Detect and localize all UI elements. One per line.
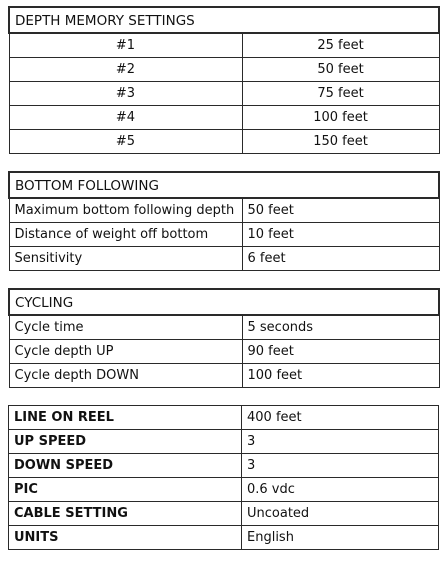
table-row [9, 198, 439, 223]
setting-label: Maximum bottom following depth [9, 198, 242, 223]
table-row [9, 315, 439, 340]
setting-value: 400 feet [242, 406, 439, 430]
depth-memory-value: 50 feet [242, 58, 439, 82]
bottom-following-title: BOTTOM FOLLOWING [9, 172, 439, 198]
depth-memory-value: 25 feet [242, 33, 439, 58]
setting-label: Distance of weight off bottom [9, 223, 242, 247]
setting-value: 3 [242, 454, 439, 478]
setting-value: English [242, 526, 439, 550]
cycling-title: CYCLING [9, 289, 439, 315]
cycling-table [8, 288, 440, 388]
setting-label: Sensitivity [9, 247, 242, 271]
table-row [9, 454, 439, 478]
table-row [9, 82, 439, 106]
setting-value: 90 feet [242, 340, 439, 364]
settings-document [8, 6, 438, 567]
table-row [9, 106, 439, 130]
table-row [9, 502, 439, 526]
bottom-following-table [8, 171, 440, 271]
setting-label: UP SPEED [9, 430, 242, 454]
depth-memory-label: #1 [9, 33, 242, 58]
table-row [9, 130, 439, 154]
depth-memory-value: 100 feet [242, 106, 439, 130]
depth-memory-label: #5 [9, 130, 242, 154]
setting-label: PIC [9, 478, 242, 502]
table-row [9, 364, 439, 388]
setting-label: DOWN SPEED [9, 454, 242, 478]
setting-value: 5 seconds [242, 315, 439, 340]
setting-value: Uncoated [242, 502, 439, 526]
setting-value: 3 [242, 430, 439, 454]
setting-label: Cycle depth DOWN [9, 364, 242, 388]
setting-value: 50 feet [242, 198, 439, 223]
depth-memory-label: #2 [9, 58, 242, 82]
table-row [9, 58, 439, 82]
depth-memory-label: #3 [9, 82, 242, 106]
setting-value: 0.6 vdc [242, 478, 439, 502]
setting-value: 6 feet [242, 247, 439, 271]
table-row [9, 33, 439, 58]
table-row [9, 223, 439, 247]
setting-value: 10 feet [242, 223, 439, 247]
depth-memory-label: #4 [9, 106, 242, 130]
general-settings-table [8, 405, 439, 550]
depth-memory-value: 75 feet [242, 82, 439, 106]
table-row [9, 526, 439, 550]
setting-label: LINE ON REEL [9, 406, 242, 430]
table-row [9, 340, 439, 364]
depth-memory-title: DEPTH MEMORY SETTINGS [9, 7, 439, 33]
setting-value: 100 feet [242, 364, 439, 388]
setting-label: UNITS [9, 526, 242, 550]
table-row [9, 430, 439, 454]
setting-label: Cycle time [9, 315, 242, 340]
table-row [9, 406, 439, 430]
table-row [9, 478, 439, 502]
depth-memory-value: 150 feet [242, 130, 439, 154]
setting-label: Cycle depth UP [9, 340, 242, 364]
setting-label: CABLE SETTING [9, 502, 242, 526]
table-row [9, 247, 439, 271]
depth-memory-table [8, 6, 440, 154]
